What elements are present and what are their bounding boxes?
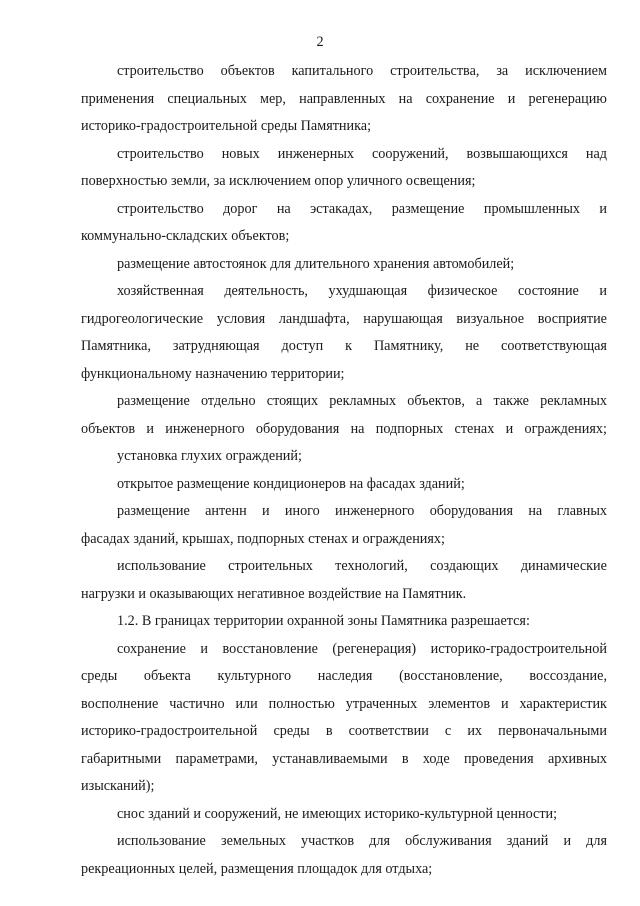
text-line: строительство дорог на эстакадах, размещение промышленных и <box>117 200 607 217</box>
text-line: применения специальных мер, направленных на сохранение и регенерацию <box>81 90 607 107</box>
text-line: снос зданий и сооружений, не имеющих историко-культурной ценности; <box>117 805 558 822</box>
text-line: размещение антенн и иного инженерного оборудования на главных <box>117 503 607 519</box>
text-line: объектов и инженерного оборудования на подпорных стенах и ограждениях; <box>81 420 607 437</box>
page-number: 2 <box>316 34 324 50</box>
text-line: хозяйственная деятельность, ухудшающая физическое состояние и <box>117 283 607 299</box>
text-line: сохранение и восстановление (регенерация) историко-градостроительной <box>117 640 607 657</box>
text-line: размещение автостоянок для длительного хранения автомобилей; <box>117 255 515 272</box>
text-line: 1.2. В границах территории охранной зоны Памятника разрешается: <box>117 613 530 629</box>
text-line: гидрогеологические условия ландшафта, нарушающая визуальное восприятие <box>81 310 607 327</box>
text-line: историко-градостроительной среды в соответствии с их первоначальными <box>81 723 607 739</box>
text-line: изысканий); <box>81 778 155 794</box>
text-line: поверхностью земли, за исключением опор уличного освещения; <box>81 173 476 189</box>
text-line: габаритными параметрами, устанавливаемыми в ходе проведения архивных <box>81 750 607 767</box>
text-line: восполнение частично или полностью утраченных элементов и характеристик <box>81 695 607 712</box>
text-line: нагрузки и оказывающих негативное воздействие на Памятник. <box>81 585 467 602</box>
text-line: среды объекта культурного наследия (восстановление, воссоздание, <box>81 668 607 684</box>
text-line: строительство новых инженерных сооружений, возвышающихся над <box>117 145 607 162</box>
text-line: функциональному назначению территории; <box>81 365 345 382</box>
text-line: использование земельных участков для обслуживания зданий и для <box>117 833 607 849</box>
text-line: установка глухих ограждений; <box>117 448 302 464</box>
text-line: размещение отдельно стоящих рекламных объектов, а также рекламных <box>117 393 607 409</box>
text-line: историко-градостроительной среды Памятника; <box>81 118 372 134</box>
text-line: строительство объектов капитального строительства, за исключением <box>117 63 607 79</box>
text-line: использование строительных технологий, создающих динамические <box>117 558 607 574</box>
text-line: рекреационных целей, размещения площадок для отдыха; <box>81 860 433 877</box>
text-line: открытое размещение кондиционеров на фасадах зданий; <box>117 475 465 492</box>
text-line: Памятника, затрудняющая доступ к Памятнику, не соответствующая <box>81 338 607 354</box>
text-line: фасадах зданий, крышах, подпорных стенах и ограждениях; <box>81 530 445 547</box>
text-line: коммунально-складских объектов; <box>81 228 290 244</box>
